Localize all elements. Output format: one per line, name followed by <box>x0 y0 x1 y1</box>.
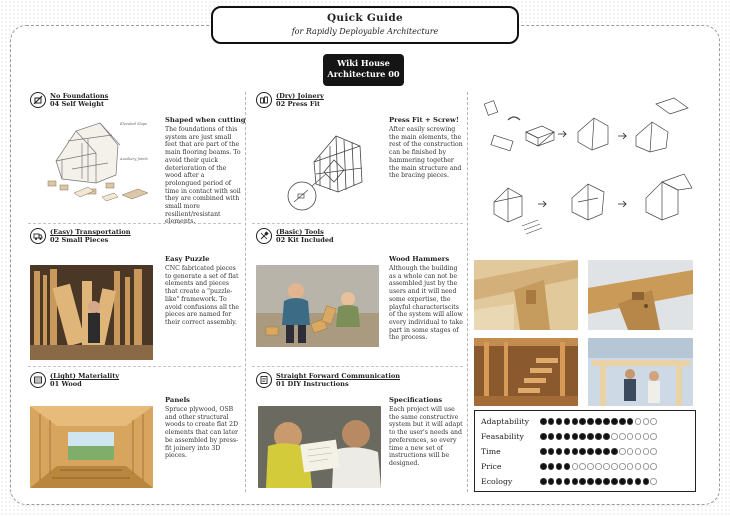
joinery-icon <box>256 92 272 108</box>
section-sub: 01 DIY Instructions <box>276 380 349 388</box>
instructions-icon <box>256 372 272 388</box>
section-heading: Specifications <box>389 396 443 404</box>
section-header-joinery <box>256 92 324 108</box>
rating-panel <box>474 410 696 492</box>
rating-dot-empty <box>650 448 657 455</box>
section-body: The foundations of this system are just small feet that are part of the main flooring beams. To avoid their quick deterioration of the wood after a prolongued period of time in contact with soil they are combined with small more resilient/resistant elements. <box>165 126 241 226</box>
rating-dot-filled <box>579 478 586 485</box>
rating-dot-filled <box>540 418 547 425</box>
rating-dot-empty <box>635 463 642 470</box>
joint-detail-photo-2 <box>588 260 693 330</box>
rating-dot-filled <box>627 418 634 425</box>
rating-dot-empty <box>619 448 626 455</box>
rating-dot-empty <box>627 433 634 440</box>
rating-dot-filled <box>556 448 563 455</box>
rating-dot-filled <box>603 448 610 455</box>
section-label: No Foundations <box>50 92 109 100</box>
section-sub: 01 Wood <box>50 380 82 388</box>
assembly-sequence-sketch <box>478 92 700 252</box>
section-header-transport <box>30 228 131 244</box>
joint-detail-photo-1 <box>474 260 578 330</box>
section-heading: Shaped when cutting <box>165 116 246 124</box>
plywood-interior-photo <box>30 406 153 488</box>
rating-dot-empty <box>595 463 602 470</box>
rating-dot-filled <box>564 433 571 440</box>
children-playing-photo <box>256 265 379 347</box>
rating-dot-filled <box>603 478 610 485</box>
rating-dot-empty <box>650 418 657 425</box>
rating-dot-filled <box>595 478 602 485</box>
no-foundation-icon <box>30 92 46 108</box>
rating-dot-filled <box>579 418 586 425</box>
rating-dot-empty <box>611 433 618 440</box>
instructions-reading-photo <box>258 406 381 488</box>
page-title: Quick Guide <box>326 12 403 24</box>
rating-label: Ecology <box>481 477 513 486</box>
rating-dot-empty <box>635 448 642 455</box>
rating-dot-filled <box>611 448 618 455</box>
rating-dot-filled <box>548 463 555 470</box>
rating-dot-filled <box>564 418 571 425</box>
rating-dot-filled <box>595 418 602 425</box>
rating-dot-filled <box>603 433 610 440</box>
section-heading: Wood Hammers <box>389 255 450 263</box>
section-heading: Panels <box>165 396 191 404</box>
rating-dot-empty <box>587 463 594 470</box>
section-sub: 02 Press Fit <box>276 100 321 108</box>
rating-dot-filled <box>556 418 563 425</box>
rating-row <box>481 414 689 429</box>
rating-dot-filled <box>540 463 547 470</box>
rating-dot-filled <box>548 433 555 440</box>
rating-dot-empty <box>635 418 642 425</box>
rating-row <box>481 459 689 474</box>
rating-dot-empty <box>643 433 650 440</box>
rating-dot-filled <box>619 478 626 485</box>
rating-dot-filled <box>540 433 547 440</box>
sketch-label-auxiliary: Auxiliary Joints <box>120 157 148 161</box>
rating-dot-empty <box>650 478 657 485</box>
frame-raising-photo <box>588 338 693 406</box>
rating-dot-filled <box>540 478 547 485</box>
rating-dot-filled <box>611 478 618 485</box>
rating-dot-filled <box>643 478 650 485</box>
rating-dot-empty <box>643 418 650 425</box>
stair-structure-photo <box>474 338 578 406</box>
row-divider <box>252 223 463 224</box>
rating-dots <box>540 448 658 455</box>
section-body: Spruce plywood, OSB and other structural woods to create flat 2D elements that can later be assembled by press-fit joinery into 3D pieces. <box>165 406 239 460</box>
rating-dot-filled <box>587 478 594 485</box>
rating-dots <box>540 478 658 485</box>
rating-row <box>481 429 689 444</box>
rating-row <box>481 474 689 489</box>
rating-dot-filled <box>548 448 555 455</box>
rating-dot-empty <box>643 448 650 455</box>
section-sub: 02 Kit Included <box>276 236 334 244</box>
rating-dot-empty <box>627 463 634 470</box>
rating-dot-filled <box>587 418 594 425</box>
rating-dot-filled <box>564 448 571 455</box>
rating-dot-filled <box>572 433 579 440</box>
rating-dot-empty <box>611 463 618 470</box>
rating-dot-filled <box>556 478 563 485</box>
row-divider <box>28 223 241 224</box>
section-heading: Press Fit + Screw! <box>389 116 459 124</box>
column-divider <box>245 92 246 492</box>
section-label: (Basic) Tools <box>276 228 324 236</box>
wood-pieces-photo <box>30 265 153 360</box>
rating-dot-filled <box>611 418 618 425</box>
rating-dot-filled <box>548 478 555 485</box>
rating-dot-empty <box>619 433 626 440</box>
row-divider <box>28 366 241 367</box>
rating-dot-filled <box>572 418 579 425</box>
section-sub: 02 Small Pieces <box>50 236 109 244</box>
rating-dot-filled <box>579 433 586 440</box>
column-divider <box>467 92 468 492</box>
rating-dot-filled <box>587 433 594 440</box>
section-label: (Light) Materiality <box>50 372 120 380</box>
rating-dots <box>540 463 658 470</box>
rating-row <box>481 444 689 459</box>
badge-line-1: Wiki House <box>337 58 390 68</box>
foundation-axonometric-sketch <box>42 113 162 208</box>
project-badge <box>323 54 404 86</box>
rating-dot-empty <box>579 463 586 470</box>
tools-icon <box>256 228 272 244</box>
rating-dot-empty <box>603 463 610 470</box>
rating-dot-empty <box>643 463 650 470</box>
rating-dot-filled <box>572 478 579 485</box>
rating-dot-filled <box>627 478 634 485</box>
rating-label: Time <box>481 447 501 456</box>
section-body: Each project will use the same constructive system but it will adapt to the user's needs and preferences, so every time a new set of instructions will be designed. <box>389 406 463 467</box>
section-body: After easily screwing the main elements, the rest of the construction can be finished by hammering together the main structure and the bracing pieces. <box>389 126 463 180</box>
page-subtitle: for Rapidly Deployable Architecture <box>291 27 439 36</box>
rating-dot-filled <box>619 418 626 425</box>
rating-label: Price <box>481 462 502 471</box>
rating-dot-empty <box>635 433 642 440</box>
rating-dot-empty <box>627 448 634 455</box>
rating-dot-filled <box>595 448 602 455</box>
rating-dot-filled <box>595 433 602 440</box>
section-header-communication <box>256 372 400 388</box>
rating-dots <box>540 418 658 425</box>
section-header-materiality <box>30 372 119 388</box>
section-label: (Easy) Transportation <box>50 228 131 236</box>
rating-dot-filled <box>540 448 547 455</box>
row-divider <box>252 366 463 367</box>
rating-dot-filled <box>635 478 642 485</box>
truck-icon <box>30 228 46 244</box>
section-body: Although the building as a whole can not be assembled just by the users and it will need some expertise, the playful characteriscits of the system will allow every individual to take part in some stages of the process. <box>389 265 463 342</box>
rating-dots <box>540 433 658 440</box>
title-box <box>211 6 519 44</box>
rating-dot-empty <box>650 463 657 470</box>
rating-dot-filled <box>564 463 571 470</box>
rating-dot-filled <box>579 448 586 455</box>
rating-dot-filled <box>572 448 579 455</box>
rating-dot-empty <box>619 463 626 470</box>
rating-dot-filled <box>556 463 563 470</box>
rating-dot-filled <box>587 448 594 455</box>
section-header-foundations <box>30 92 108 108</box>
wood-icon <box>30 372 46 388</box>
rating-label: Adaptability <box>481 417 530 426</box>
rating-dot-filled <box>603 418 610 425</box>
section-sub: 04 Self Weight <box>50 100 105 108</box>
sketch-label-elevated: Elevated Slope <box>120 122 148 126</box>
badge-line-2: Architecture 00 <box>327 69 400 79</box>
joinery-axonometric-sketch <box>278 112 383 220</box>
rating-dot-empty <box>572 463 579 470</box>
rating-dot-filled <box>548 418 555 425</box>
rating-dot-filled <box>556 433 563 440</box>
section-header-tools <box>256 228 334 244</box>
rating-label: Feasability <box>481 432 524 441</box>
section-label: (Dry) Joinery <box>276 92 324 100</box>
rating-dot-empty <box>650 433 657 440</box>
section-heading: Easy Puzzle <box>165 255 210 263</box>
section-label: Straight Forward Communication <box>276 372 401 380</box>
section-body: CNC fabricated pieces to generate a set of flat elements and pieces that create a "puzzle-like" framework. To avoid confusions all the pieces are named for their correct assembly. <box>165 265 240 326</box>
rating-dot-filled <box>564 478 571 485</box>
